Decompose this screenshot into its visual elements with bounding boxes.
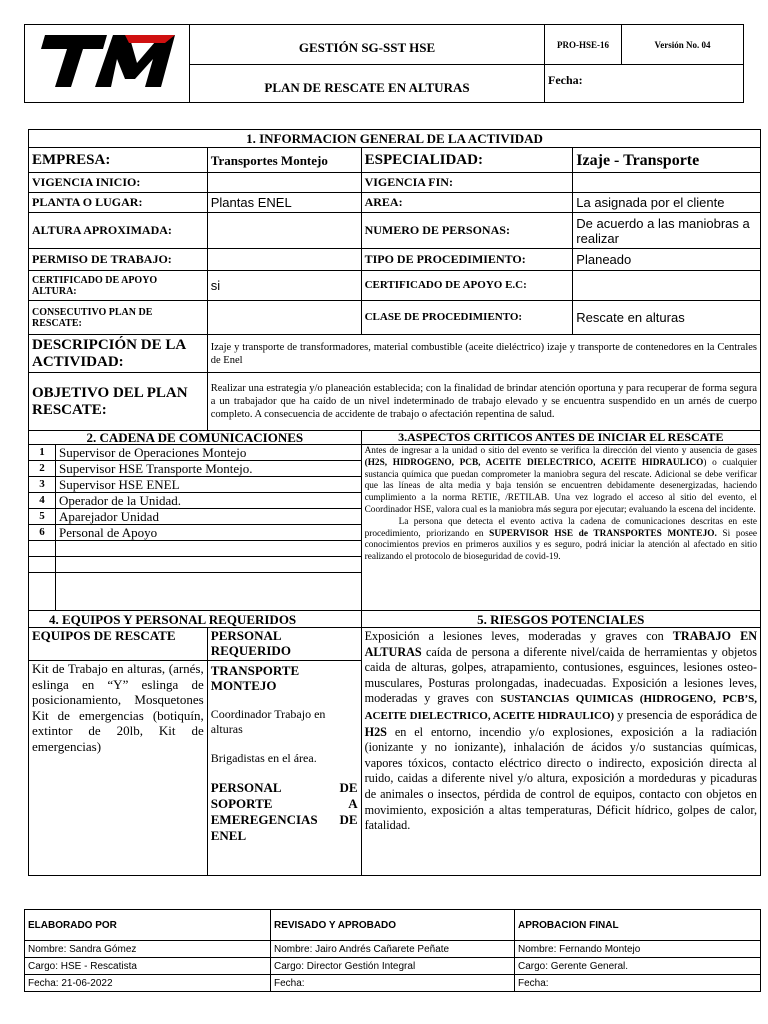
cert-ec-label: CERTIFICADO DE APOYO E.C: [361,271,573,301]
risk-heights: TRABAJO EN ALTURAS [364,629,758,659]
tipo-value: Planeado [573,249,761,271]
section4-title: 4. EQUIPOS Y PERSONAL REQUERIDOS [29,611,362,628]
coordinador-text: Coordinador Trabajo en alturas [210,707,326,736]
critical-text: Si posee conocimientos previos en primeros auxilios y es seguro, podrá iniciar la atención al afectado en sitio realizando el protocolo de bioseguridad de covid-19. [364,528,757,563]
chain-number: 1 [29,445,56,461]
planta-label: PLANTA O LUGAR: [29,193,208,213]
chain-item [55,573,361,611]
document-title: PLAN DE RESCATE EN ALTURAS [190,65,545,103]
vigencia-inicio-value [207,173,361,193]
permiso-value [207,249,361,271]
aprobacion-nombre: Nombre: Fernando Montejo [515,941,761,958]
vigencia-fin-value [573,173,761,193]
chain-item: Operador de la Unidad. [55,493,361,509]
aprobacion-cargo: Cargo: Gerente General. [515,958,761,975]
approvals-table [24,909,761,992]
personal-label: PERSONAL REQUERIDO [207,628,361,661]
logo-cell [25,25,190,103]
chain-number: 3 [29,477,56,493]
objetivo-label: OBJETIVO DEL PLAN RESCATE: [29,373,208,431]
brigadistas-text: Brigadistas en el área. [210,751,317,765]
revisado-nombre: Nombre: Jairo Andrés Cañarete Peñate [271,941,515,958]
cert-ec-value [573,271,761,301]
section3-content: Antes de ingresar a la unidad o sitio del evento se verifica la dirección del viento y ausencia de gases (H2S, HIDROGENO, PCB, ACEITE DIELECTRICO, ACEITE HIDRAULICO) o cualquier sustancia química que puedan comprometer la maniobra segura del rescate. Adicional se debe verificar que las líneas de alta media y baja tensión se encuentren debidamente desenergizadas, haciendo cumplimiento a la norma RETIE, /RETILAB. Una vez logrado el acceso al sitio del evento, el Coordinador HSE, valora cual es la maniobra más segura por ejecutar; evaluando la escena del incidente. La persona que detecta el evento activa la cadena de comunicaciones descritas en este procedimiento, priorizando en SUPERVISOR HSE de TRANSPORTES MONTEJO. Si posee conocimientos previos en primeros auxilios y es seguro, podrá iniciar la atención al afectado en sitio realizando el protocolo de bioseguridad de covid-19. [361,445,760,611]
numero-label: NUMERO DE PERSONAS: [361,213,573,249]
company-logo [25,25,189,97]
section5-title: 5. RIESGOS POTENCIALES [361,611,760,628]
altura-value [207,213,361,249]
critical-text: Antes de ingresar a la unidad o sitio del evento se verifica la dirección del viento y ausencia de gases [364,446,757,456]
descripcion-label: DESCRIPCIÓN DE LA ACTIVIDAD: [29,335,208,373]
section1-title: 1. INFORMACION GENERAL DE LA ACTIVIDAD [29,130,761,148]
especialidad-label: ESPECIALIDAD: [361,148,573,173]
equipos-label: EQUIPOS DE RESCATE [29,628,208,661]
risk-text: en el entorno, incendio y/o explosiones, exposición a la radiación (ionizante y no ionizante), inhalación de ácidos y/o sustancias químicas, vapores tóxicos, contacto eléctrico directo o indirecto, exposición directa al ruido, caidas a diferente nivel y/o altura, exposición a mordeduras y picaduras de animales o insectos, pérdida de control de equipos, contacto con objetos en movimiento, exposición a altas temperaturas, Déficit hídrico, golpes de calor, fatalidad. [364,724,757,833]
elaborado-fecha: Fecha: 21-06-2022 [25,975,271,992]
chain-number: 6 [29,525,56,541]
clase-value: Rescate en alturas [573,301,761,335]
plan-main-table [28,129,761,876]
planta-value: Plantas ENEL [207,193,361,213]
cert-altura-label: CERTIFICADO DE APOYO ALTURA: [29,271,208,301]
consecutivo-label: CONSECUTIVO PLAN DE RESCATE: [29,301,208,335]
chain-item [55,557,361,573]
company-title: GESTIÓN SG-SST HSE [190,25,545,65]
chain-item: Supervisor de Operaciones Montejo [55,445,361,461]
risk-text: caída de persona a diferente nivel/caida de herramientas y objetos caida de alturas, golpes, atrapamiento, contusiones, esguinces, lesiones osteo-musculares, Posturas prolongadas, inadecuadas. Exposición a lesiones leves, moderadas y graves con [364,644,757,706]
elaborado-nombre: Nombre: Sandra Gómez [25,941,271,958]
risk-text: Exposición a lesiones leves, moderadas y graves con [364,629,673,643]
vigencia-inicio-label: VIGENCIA INICIO: [29,173,208,193]
chain-number: 5 [29,509,56,525]
chain-number [29,541,56,557]
chain-number: 4 [29,493,56,509]
section3-title: 3.ASPECTOS CRITICOS ANTES DE INICIAR EL RESCATE [361,431,760,445]
aprobacion-fecha: Fecha: [515,975,761,992]
chain-number [29,573,56,611]
descripcion-value: Izaje y transporte de transformadores, material combustible (aceite dieléctrico) izaje y transporte de contenedores en la Centrales de Enel [207,335,760,373]
clase-label: CLASE DE PROCEDIMIENTO: [361,301,573,335]
chain-item: Supervisor HSE ENEL [55,477,361,493]
critical-gases: (H2S, HIDROGENO, PCB, ACEITE DIELECTRICO, ACEITE HIDRAULICO [364,457,704,468]
document-header [24,24,744,103]
area-value: La asignada por el cliente [573,193,761,213]
tipo-label: TIPO DE PROCEDIMIENTO: [361,249,573,271]
aprobacion-label: APROBACION FINAL [515,910,761,941]
empresa-value: Transportes Montejo [207,148,361,173]
document-code: PRO-HSE-16 [545,25,622,65]
permiso-label: PERMISO DE TRABAJO: [29,249,208,271]
revisado-label: REVISADO Y APROBADO [271,910,515,941]
fecha-label: Fecha: [545,65,744,103]
risk-chemicals: SUSTANCIAS QUIMICAS (HIDROGENO, PCB’S, ACEITE DIELECTRICO, ACEITE HIDRAULICO) [364,693,757,722]
chain-item: Personal de Apoyo [55,525,361,541]
critical-text: o cualquier sustancia química que puedan comprometer la maniobra segura del rescate. Adicional se debe verificar que las líneas de alta media y baja tensión se encuentren debidamente desenergizadas, haciendo cumplimiento a la norma RETIE, /RETILAB. Una vez logrado el acceso al sitio del evento, el Coordinador HSE, valora cual es la maniobra más segura por ejecutar; evaluando la escena del incidente. [364,457,757,515]
especialidad-value: Izaje - Transporte [573,148,761,173]
risk-h2s: H2S [364,724,387,739]
equipos-value: Kit de Trabajo en alturas, (arnés, eslinga en “Y” eslinga de posicionamiento, Mosquetones Kit de emergencias (botiquín, extintor de 20lb, Kit de emergencias) [29,661,208,876]
critical-text: La persona que detecta el evento activa la cadena de comunicaciones descritas en este procedimiento, priorizando en [364,516,757,539]
critical-supervisor: SUPERVISOR HSE de TRANSPORTES MONTEJO. [489,528,717,539]
soporte-label: PERSONAL DE SOPORTE A EMEREGENCIAS DE ENEL [210,780,358,843]
personal-content [207,661,361,876]
section2-title: 2. CADENA DE COMUNICACIONES [29,431,362,445]
objetivo-value: Realizar una estrategia y/o planeación establecida; con la finalidad de brindar atención oportuna y para recuperar de forma segura a un trabajador que ha caído de un nivel indeterminado de trabajo elevado y se encuentra suspendido en un arnés de cuerpo completo. A consecuencia de accidente de trabajo o afectación repentina de salud. [207,373,760,431]
chain-item: Aparejador Unidad [55,509,361,525]
altura-label: ALTURA APROXIMADA: [29,213,208,249]
chain-number [29,557,56,573]
risk-text: y presencia de esporádica de [614,707,757,722]
vigencia-fin-label: VIGENCIA FIN: [361,173,573,193]
elaborado-cargo: Cargo: HSE - Rescatista [25,958,271,975]
area-label: AREA: [361,193,573,213]
revisado-cargo: Cargo: Director Gestión Integral [271,958,515,975]
chain-item: Supervisor HSE Transporte Montejo. [55,461,361,477]
consecutivo-value [207,301,361,335]
cert-altura-value: si [207,271,361,301]
elaborado-label: ELABORADO POR [25,910,271,941]
section5-content [361,628,760,876]
empresa-label: EMPRESA: [29,148,208,173]
chain-item [55,541,361,557]
document-version: Versión No. 04 [622,25,744,65]
numero-value: De acuerdo a las maniobras a realizar [573,213,761,249]
tm-label: TRANSPORTE MONTEJO [210,663,300,693]
revisado-fecha: Fecha: [271,975,515,992]
chain-number: 2 [29,461,56,477]
